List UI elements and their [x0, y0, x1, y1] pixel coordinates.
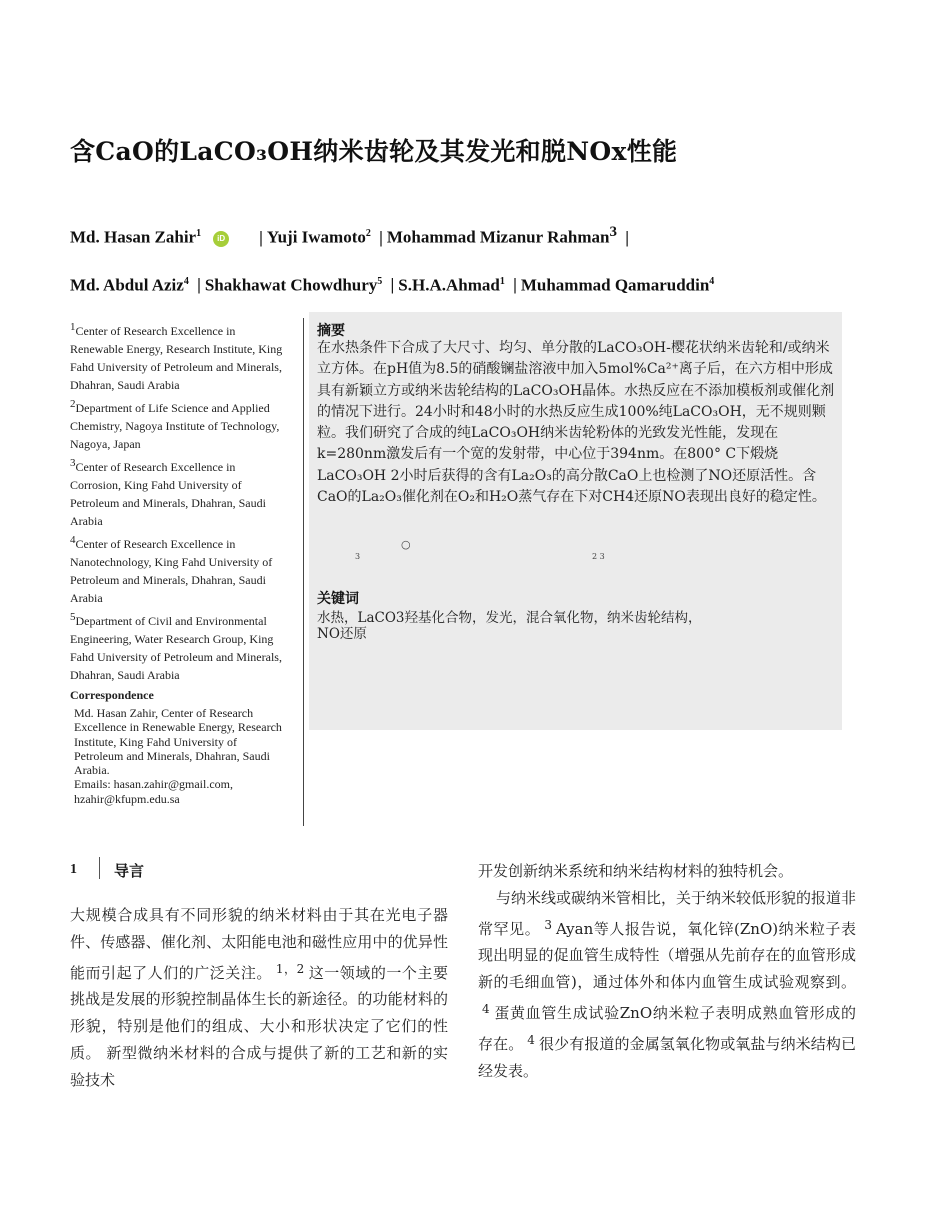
section-rule — [99, 857, 100, 879]
citation[interactable]: 3 — [544, 917, 552, 932]
author-separator: | — [197, 275, 201, 295]
affiliation-text: Department of Civil and Environmental Engineering, Water Research Group, King Fahd University of Petroleum and Minerals, Dhahran, Saudi Arabia — [70, 614, 282, 682]
body-text: 蛋黄血管生成试验ZnO纳米粒子表明成熟血管形成的存在。 — [478, 1003, 856, 1053]
affiliation-item — [70, 531, 288, 607]
affiliations-column — [70, 318, 288, 806]
section-number: 1 — [70, 862, 77, 877]
author-separator: | — [259, 227, 263, 247]
keywords-heading: 关键词 — [317, 590, 359, 606]
body-text: 大规模合成具有不同形貌的纳米材料由于其在光电子器件、传感器、催化剂、太阳能电池和磁性应用中的优异性能而引起了人们的广泛关注。 — [70, 906, 448, 982]
author-affiliation-number: 2 — [365, 228, 371, 239]
author-affiliation-number: 5 — [377, 275, 383, 287]
affiliation-number: 4 — [70, 534, 76, 546]
author-name[interactable]: Md. Hasan Zahir — [70, 227, 197, 247]
author-separator: | — [625, 227, 629, 247]
correspondence-address: Md. Hasan Zahir, Center of Research Excellence in Renewable Energy, Research Institute, King Fahd University of Petroleum and Minerals, Dhahran, Saudi Arabia. — [74, 706, 282, 778]
correspondence-body — [70, 706, 288, 806]
orcid-icon[interactable]: iD — [213, 231, 229, 247]
section-title: 导言 — [114, 863, 145, 880]
body-text: 很少有报道的金属氢氧化物或氧盐与纳米结构已经发表。 — [478, 1034, 856, 1080]
affiliation-text: Center of Research Excellence in Nanotechnology, King Fahd University of Petroleum and Minerals, Dhahran, Saudi Arabia — [70, 537, 273, 605]
body-column-right — [478, 858, 856, 1084]
affiliation-number: 1 — [70, 321, 76, 333]
body-text: 这一领域的一个主要挑战是发展的形貌控制晶体生长的新途径。的功能材料的形貌，特别是他们的组成、大小和形状决定了它们的性质。 新型微纳米材料的合成与提供了新的工艺和新的实验技术 — [70, 963, 448, 1089]
stray-mark: 2 3 — [592, 552, 605, 561]
body-paragraph — [478, 885, 856, 1085]
affiliation-number: 3 — [70, 457, 76, 469]
author-separator: | — [390, 275, 395, 295]
keywords-body: 水热，LaCO3羟基化合物，发光，混合氧化物，纳米齿轮结构，NO还原 — [317, 610, 702, 642]
body-column-left — [70, 902, 448, 1094]
affiliation-item — [70, 318, 288, 394]
body-text: 与纳米线或碳纳米管相比，关于纳米较低形貌的报道非常罕见。 — [478, 888, 857, 938]
author-affiliation-number: 4 — [709, 275, 715, 287]
body-text: Ayan等人报告说，氧化锌(ZnO)纳米粒子表现出明显的促血管生成特性（增强从先前存在的血管形成新的毛细血管)，通过体外和体内血管生成试验观察到。 — [478, 919, 856, 992]
body-paragraph — [70, 902, 448, 1094]
paper-title: 含CaO的LaCO₃OH纳米齿轮及其发光和脱NOx性能 — [70, 137, 678, 166]
affiliation-text: Department of Life Science and Applied Chemistry, Nagoya Institute of Technology, Nagoya, Japan — [70, 401, 280, 451]
affiliation-text: Center of Research Excellence in Renewable Energy, Research Institute, King Fahd University of Petroleum and Minerals, Dhahran, Saudi Arabia — [70, 324, 283, 392]
author-separator: | — [379, 227, 383, 247]
author-separator: | — [513, 275, 517, 295]
author-affiliation-number: 4 — [183, 275, 189, 287]
affiliation-item — [70, 608, 288, 684]
abstract-heading: 摘要 — [317, 322, 345, 338]
column-divider — [303, 318, 304, 826]
affiliation-number: 5 — [70, 611, 76, 623]
author-name[interactable]: Muhammad Qamaruddin — [520, 275, 710, 295]
author-name[interactable]: Shakhawat Chowdhury — [204, 275, 378, 295]
author-name[interactable]: Mohammad Mizanur Rahman — [386, 227, 610, 247]
body-paragraph: 开发创新纳米系统和纳米结构材料的独特机会。 — [478, 862, 794, 880]
abstract-body: 在水热条件下合成了大尺寸、均匀、单分散的LaCO₃OH-樱花状纳米齿轮和/或纳米立方体。在pH值为8.5的硝酸镧盐溶液中加入5mol%Ca²⁺离子后，在六方相中形成具有新颖立方或纳米齿轮结构的LaCO₃OH晶体。水热反应在不添加模板剂或催化剂的情况下进行。24小时和48小时的水热反应生成100%纯LaCO₃OH，无不规则颗粒。我们研究了合成的纯LaCO₃OH纳米齿轮粉体的光致发光性能，发现在k=280nm激发后有一个宽的发射带，中心位于394nm。在800° C下煅烧LaCO₃OH 2小时后获得的含有La₂O₃的高分散CaO上也检测了NO还原活性。含CaO的La₂O₃催化剂在O₂和H₂O蒸气存在下对CH4还原NO表现出良好的稳定性。 — [317, 340, 835, 506]
author-list — [70, 210, 860, 307]
author-affiliation-number: 1 — [499, 275, 505, 287]
citation[interactable]: 1，2 — [275, 961, 305, 976]
correspondence-emails[interactable]: Emails: hasan.zahir@gmail.com, hzahir@kfupm.edu.sa — [74, 777, 234, 806]
affiliation-number: 2 — [70, 398, 76, 410]
stray-mark: ○ — [401, 538, 411, 551]
stray-mark: 3 — [355, 552, 361, 561]
author-affiliation-number: 1 — [196, 228, 202, 239]
author-name[interactable]: Md. Abdul Aziz — [70, 275, 184, 295]
correspondence-heading: Correspondence — [70, 688, 154, 702]
affiliation-item — [70, 454, 288, 530]
affiliation-text: Center of Research Excellence in Corrosion, King Fahd University of Petroleum and Minerals, Dhahran, Saudi Arabia — [70, 460, 266, 528]
citation[interactable]: 4 — [527, 1032, 535, 1047]
author-name[interactable]: Yuji Iwamoto — [266, 227, 366, 247]
citation[interactable]: 4 — [482, 1001, 490, 1016]
affiliation-item — [70, 395, 288, 453]
author-name[interactable]: S.H.A.Ahmad — [398, 275, 500, 295]
author-affiliation-number: 3 — [609, 224, 617, 240]
